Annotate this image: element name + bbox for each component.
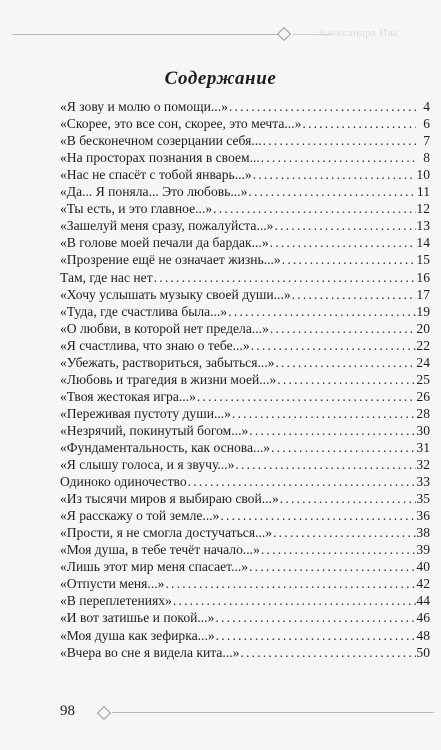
toc-entry (60, 524, 430, 541)
toc-entry-title: «Прости, я не смогла достучаться...» (60, 525, 273, 541)
toc-entry-title: «Незрячий, покинутый богом...» (60, 422, 249, 438)
toc-entry-page: 6 (423, 116, 430, 132)
toc-entry-title: «Туда, где счастлива была...» (60, 303, 228, 319)
toc-entry-page: 16 (416, 269, 430, 285)
dot-leader (248, 559, 416, 575)
toc-entry-page: 46 (416, 610, 430, 626)
dot-leader (274, 355, 416, 371)
dot-leader (212, 201, 416, 217)
toc-entry-title: «Моя душа как зефирка...» (60, 627, 215, 643)
toc-entry (60, 439, 430, 456)
diamond-ornament-icon (97, 706, 111, 720)
toc-entry-title: «Скорее, это все сон, скорее, это мечта...» (60, 116, 302, 132)
toc-entry (60, 217, 430, 234)
toc-entry-title: «Я счастлива, что знаю о тебе...» (60, 337, 250, 353)
toc-entry-title: «На просторах познания в своем... (60, 150, 260, 166)
toc-entry-page: 7 (423, 133, 430, 149)
toc-entry-page: 31 (416, 439, 430, 455)
toc-entry-title: Там, где нас нет (60, 269, 153, 285)
toc-entry-page: 50 (416, 644, 430, 660)
dot-leader (215, 628, 416, 644)
toc-entry-page: 19 (416, 303, 430, 319)
dot-leader (260, 542, 416, 558)
toc-entry-page: 13 (416, 218, 430, 234)
page-number: 98 (60, 703, 75, 719)
toc-entry-page: 11 (416, 184, 430, 200)
diamond-ornament-icon (277, 27, 291, 41)
toc-entry (60, 490, 430, 507)
toc-entry-page: 28 (416, 405, 430, 421)
dot-leader (260, 150, 416, 166)
dot-leader (219, 508, 416, 524)
dot-leader (269, 235, 416, 251)
toc-entry-page: 24 (416, 354, 430, 370)
toc-entry-page: 15 (416, 252, 430, 268)
toc-entry-page: 42 (416, 576, 430, 592)
dot-leader (196, 389, 416, 405)
toc-entry-page: 25 (416, 371, 430, 387)
toc-entry (60, 371, 430, 388)
toc-entry-page: 4 (423, 99, 430, 115)
toc-entry-title: «Лишь этот мир меня спасает...» (60, 559, 249, 575)
toc-entry-title: «Моя душа, в тебе течёт начало...» (60, 542, 260, 558)
toc-entry (60, 626, 430, 643)
dot-leader (250, 338, 416, 354)
toc-entry-title: «Я слышу голоса, и я звучу...» (60, 457, 235, 473)
dot-leader (276, 372, 416, 388)
toc-entry (60, 388, 430, 405)
toc-entry-title: «Фундаментальность, как основа...» (60, 439, 271, 455)
header-rule-line (12, 34, 280, 35)
toc-entry-title: «Да... Я поняла... Это любовь...» (60, 184, 248, 200)
dot-leader (247, 184, 416, 200)
dot-leader (227, 304, 416, 320)
dot-leader (214, 610, 416, 626)
toc-entry-page: 14 (416, 235, 430, 251)
toc-entry-page: 22 (416, 337, 430, 353)
toc-entry-title: «Отпусти меня...» (60, 576, 165, 592)
toc-entry-title: «Зашелуй меня сразу, пожалуйста...» (60, 218, 274, 234)
toc-entry (60, 575, 430, 592)
toc-entry-page: 39 (416, 542, 430, 558)
toc-entry-title: «В голове моей печали да бардак...» (60, 235, 269, 251)
page-title: Содержание (164, 68, 277, 89)
toc-entry (60, 644, 430, 661)
toc-entry (60, 303, 430, 320)
toc-entry (60, 98, 430, 115)
toc-entry-title: «В переплетениях» (60, 593, 172, 609)
toc-entry-page: 26 (416, 388, 430, 404)
dot-leader (172, 593, 416, 609)
toc-entry-page: 12 (416, 201, 430, 217)
toc-entry-page: 17 (416, 286, 430, 302)
toc-entry-title: «Переживая пустоту души...» (60, 405, 231, 421)
toc-entry (60, 422, 430, 439)
dot-leader (281, 252, 416, 268)
toc-entry-title: «Вчера во сне я видела кита...» (60, 644, 240, 660)
toc-entry-page: 35 (416, 491, 430, 507)
dot-leader (273, 218, 416, 234)
dot-leader (291, 287, 416, 303)
toc-entry (60, 166, 430, 183)
toc-entry (60, 507, 430, 524)
dot-leader (231, 406, 416, 422)
toc-entry-page: 20 (416, 320, 430, 336)
dot-leader (228, 99, 416, 115)
toc-entry-title: «Из тысячи миров я выбираю свой...» (60, 491, 279, 507)
toc-entry-title: «В бесконечном созерцании себя... (60, 133, 262, 149)
dot-leader (187, 474, 416, 490)
dot-leader (279, 491, 416, 507)
toc-entry-title: «Любовь и трагедия в жизни моей...» (60, 371, 277, 387)
toc-entry-title: «Я расскажу о той земле...» (60, 508, 220, 524)
toc-entry-page: 44 (416, 593, 430, 609)
dot-leader (239, 645, 416, 661)
toc-entry-page: 33 (416, 474, 430, 490)
toc-entry (60, 149, 430, 166)
toc-entry-title: «Ты есть, и это главное...» (60, 201, 213, 217)
toc-entry-title: «О любви, в которой нет предела...» (60, 320, 269, 336)
toc-entry (60, 592, 430, 609)
toc-entry (60, 132, 430, 149)
toc-entry-title: «Твоя жестокая игра...» (60, 388, 196, 404)
toc-entry-title: «Нас не спасёт с тобой январь...» (60, 167, 252, 183)
running-header-author: Александра Ива (318, 27, 398, 39)
toc-entry-page: 30 (416, 422, 430, 438)
toc-entry (60, 268, 430, 285)
footer-rule-line (112, 712, 434, 713)
toc-entry-page: 32 (416, 457, 430, 473)
toc-entry (60, 251, 430, 268)
toc-entry (60, 541, 430, 558)
toc-entry (60, 609, 430, 626)
dot-leader (248, 423, 416, 439)
toc-entry-title: «И вот затишье и покой...» (60, 610, 215, 626)
dot-leader (164, 576, 416, 592)
toc-entry (60, 405, 430, 422)
toc-entry-title: «Хочу услышать музыку своей души...» (60, 286, 291, 302)
dot-leader (153, 270, 416, 286)
toc-entry-page: 36 (416, 508, 430, 524)
toc-entry (60, 320, 430, 337)
toc-entry-title: «Убежать, раствориться, забыться...» (60, 354, 275, 370)
toc-entry (60, 115, 430, 132)
dot-leader (234, 457, 416, 473)
dot-leader (301, 116, 416, 132)
toc-entry-page: 48 (416, 627, 430, 643)
toc-entry-page: 38 (416, 525, 430, 541)
toc-entry-title: «Прозрение ещё не означает жизнь...» (60, 252, 281, 268)
dot-leader (270, 440, 416, 456)
toc-entry (60, 286, 430, 303)
toc-entry-page: 8 (423, 150, 430, 166)
toc-entry (60, 473, 430, 490)
toc-entry (60, 337, 430, 354)
toc-entry (60, 354, 430, 371)
dot-leader (252, 167, 416, 183)
toc-entry-page: 40 (416, 559, 430, 575)
toc-entry (60, 200, 430, 217)
dot-leader (262, 133, 416, 149)
dot-leader (269, 321, 416, 337)
toc-entry-title: Одиноко одиночество (60, 474, 187, 490)
toc-entry (60, 456, 430, 473)
toc-entry-page: 10 (416, 167, 430, 183)
dot-leader (272, 525, 416, 541)
toc-entry-title: «Я зову и молю о помощи...» (60, 99, 228, 115)
toc-entry (60, 234, 430, 251)
toc-entry (60, 183, 430, 200)
toc-entry (60, 558, 430, 575)
table-of-contents (60, 98, 430, 661)
